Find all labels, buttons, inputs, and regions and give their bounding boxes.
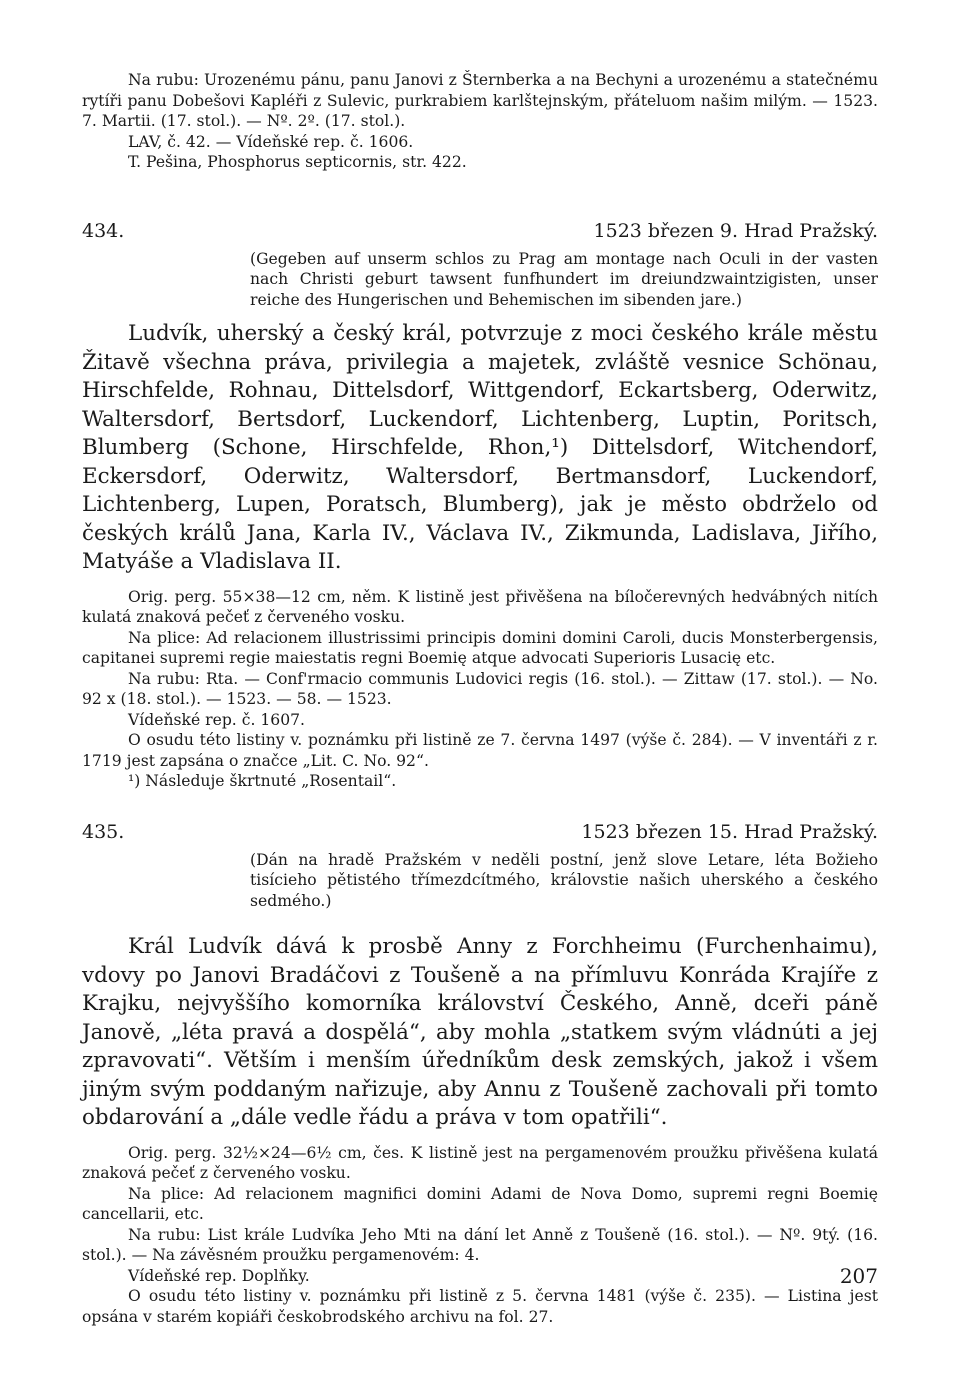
page-number: 207 xyxy=(839,1264,878,1288)
regest-text: Ludvík, uherský a český král, potvrzuje z moci českého krále městu Žitavě všechna práva, privilegia a majetek, zvláště vesnice Schönau, Hirschfelde, Rohnau, Dittelsdorf, Wittgendorf, Eckartsberg, Oderwitz, Waltersdorf, Bertsdorf, Luckendorf, Lichtenberg, Luptin, Poritsch, Blumberg (Schone, Hirschfelde, Rhon,¹) Dittelsdorf, Witchendorf, Eckersdorf, Oderwitz, Waltersdorf, Bertmansdorf, Luckendorf, Lichtenberg, Lupen, Poratsch, Blumberg), jak je město obdrželo od českých králů Jana, Karla IV., Václava IV., Zikmunda, Ladislava, Jiřího, Matyáše a Vladislava II. xyxy=(82,321,878,574)
original-text: (Dán na hradě Pražském v neděli postní, jenž slove Letare, léta Božieho tisícieho pětistého třímezdcítmého, královstie našich uherského a českého sedmého.) xyxy=(250,850,878,910)
entry-date-place: 1523 březen 9. Hrad Pražský. xyxy=(593,219,878,242)
entry-date-place: 1523 březen 15. Hrad Pražský. xyxy=(581,820,878,843)
note-paragraph: LAV, č. 42. — Vídeňské rep. č. 1606. xyxy=(128,132,414,151)
note-paragraph: Vídeňské rep. č. 1607. xyxy=(128,710,306,729)
entry-435 xyxy=(82,820,878,1328)
note-paragraph: Na plice: Ad relacionem illustrissimi principis domini domini Caroli, ducis Monsterbergensis, capitanei supremi regie maiestatis regni Boemię atque advocati Superioris Lusacię etc. xyxy=(82,628,878,667)
note-paragraph: O osudu této listiny v. poznámku při listině z 5. června 1481 (výše č. 235). — Listina jest opsána v starém kopiáři českobrodského archivu na fol. 27. xyxy=(82,1287,878,1326)
entry-number: 434. xyxy=(82,219,125,242)
note-paragraph: O osudu této listiny v. poznámku při listině ze 7. června 1497 (výše č. 284). — V inventáři z r. 1719 jest zapsána o značce „Lit. C. No. 92“. xyxy=(82,731,878,770)
note-paragraph: Na rubu: List krále Ludvíka Jeho Mti na dání let Anně z Toušeně (16. stol.). — Nº. 9tý. (16. stol.). — Na závěsném proužku pergamenovém: 4. xyxy=(82,1225,878,1264)
entry-434 xyxy=(82,219,878,792)
original-text: (Gegeben auf unserm schlos zu Prag am montage nach Oculi in der vasten nach Christi geburt tawsent funfhundert im dreiundzwaintzigisten, unser reiche des Hungerischen und Behemischen im sibenden jare.) xyxy=(250,249,878,309)
note-paragraph: Orig. perg. 32½×24—6½ cm, čes. K listině jest na pergamenovém proužku přivěšena kulatá znaková pečeť z červeného vosku. xyxy=(82,1143,878,1182)
entry-notes xyxy=(82,1143,878,1328)
preceding-entry-notes xyxy=(82,70,878,173)
note-paragraph: Na rubu: Urozenému pánu, panu Janovi z Šternberka a na Bechyni a urozenému a statečnému rytíři panu Dobešovi Kapléři z Sulevic, purkrabiem karlštejnským, přáteluom našim milým. — 1523. 7. Martii. (17. stol.). — Nº. 2º. (17. stol.). xyxy=(82,71,878,130)
entry-heading xyxy=(82,820,878,844)
note-paragraph: Na rubu: Rta. — Conf'rmacio communis Ludovici regis (16. stol.). — Zittaw (17. stol.). — No. 92 x (18. stol.). — 1523. — 58. — 1523. xyxy=(82,669,878,708)
document-page xyxy=(82,70,878,1327)
note-paragraph: T. Pešina, Phosphorus septicornis, str. 422. xyxy=(128,153,467,171)
note-paragraph: Orig. perg. 55×38—12 cm, něm. K listině jest přivěšena na bíločerevných hedvábných nitích kulatá znaková pečeť z červeného vosku. xyxy=(82,587,878,626)
entry-number: 435. xyxy=(82,820,125,843)
note-paragraph: Na plice: Ad relacionem magnifici domini Adami de Nova Domo, supremi regni Boemię cancellarii, etc. xyxy=(82,1184,878,1223)
entry-heading xyxy=(82,219,878,243)
note-paragraph: Vídeňské rep. Doplňky. xyxy=(128,1266,310,1285)
footnote: ¹) Následuje škrtnuté „Rosentail“. xyxy=(128,772,397,790)
regest-text: Král Ludvík dává k prosbě Anny z Forchheimu (Furchenhaimu), vdovy po Janovi Bradáčovi z Toušeně a na přímluvu Konráda Krajíře z Krajku, nejvyššího komorníka království Českého, Anně, dceři páně Janově, „léta pravá a dospělá“, aby mohla „statkem svým vládnúti a jej zpravovati“. Větším i menším úředníkům desk zemských, jakož i všem jiným svým poddaným nařizuje, aby Annu z Toušeně zachovali při tomto obdarování a „dále vedle řádu a práva v tom opatřili“. xyxy=(82,934,878,1130)
entry-notes xyxy=(82,587,878,792)
